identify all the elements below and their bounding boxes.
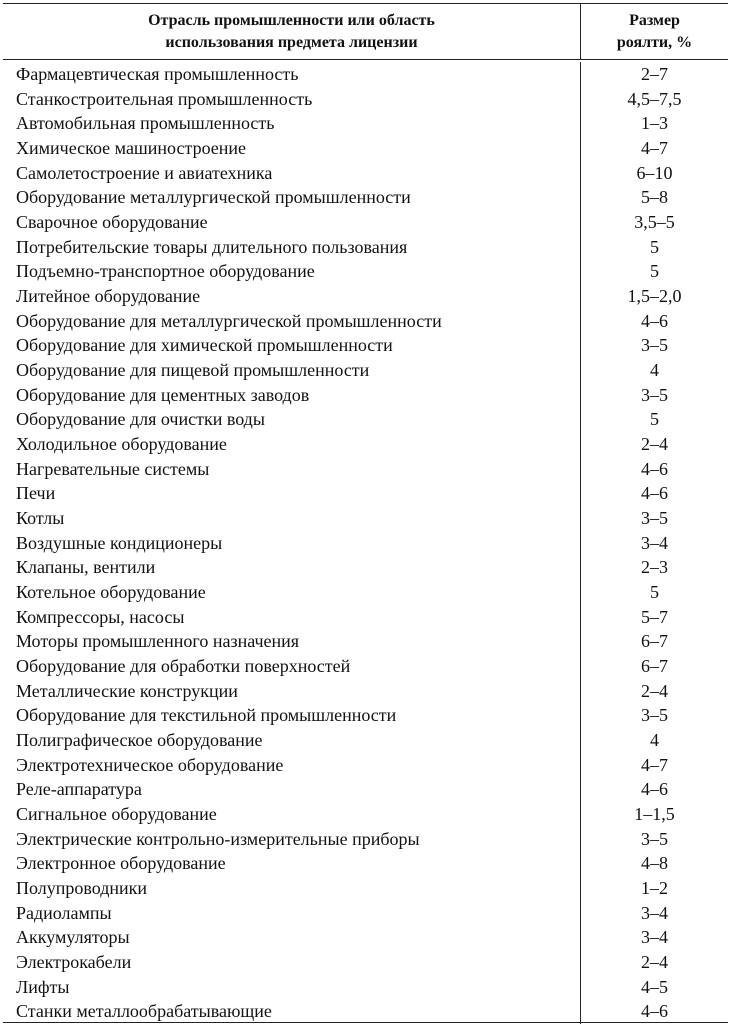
royalty-cell: 4–5: [641, 976, 668, 997]
royalty-cell: 3–5: [641, 705, 668, 726]
table-row: [3, 62, 728, 87]
industry-cell: Литейное оборудование: [3, 284, 581, 309]
table-row: [3, 629, 728, 654]
royalty-table: [3, 3, 728, 1023]
royalty-cell: 2–7: [641, 63, 668, 84]
industry-cell: Металлические конструкции: [3, 679, 581, 704]
table-row: [3, 309, 728, 334]
industry-cell: Электронное оборудование: [3, 852, 581, 877]
table-row: [3, 259, 728, 284]
royalty-cell: 1–1,5: [634, 803, 675, 824]
industry-cell: Станки металлообрабатывающие: [3, 1000, 581, 1025]
table-row: [3, 284, 728, 309]
industry-cell: Полиграфическое оборудование: [3, 728, 581, 753]
table-row: [3, 555, 728, 580]
royalty-cell: 4–6: [641, 483, 668, 504]
royalty-cell: 4: [650, 729, 659, 750]
industry-cell: Аккумуляторы: [3, 926, 581, 951]
table-row: [3, 531, 728, 556]
table-row: [3, 852, 728, 877]
table-row: [3, 605, 728, 630]
table-row: [3, 728, 728, 753]
table-row: [3, 1000, 728, 1025]
industry-cell: Котлы: [3, 506, 581, 531]
industry-cell: Станкостроительная промышленность: [3, 87, 581, 112]
industry-cell: Самолетостроение и авиатехника: [3, 161, 581, 186]
royalty-cell: 1,5–2,0: [627, 285, 682, 306]
table-row: [3, 87, 728, 112]
table-row: [3, 827, 728, 852]
table-row: [3, 358, 728, 383]
table-row: [3, 136, 728, 161]
industry-cell: Радиолампы: [3, 901, 581, 926]
header-royalty-line1: Размер: [629, 11, 680, 29]
table-row: [3, 161, 728, 186]
table-row: [3, 802, 728, 827]
header-industry: [3, 4, 581, 59]
table-row: [3, 876, 728, 901]
royalty-cell: 6–7: [641, 631, 668, 652]
royalty-cell: 2–4: [641, 680, 668, 701]
table-row: [3, 901, 728, 926]
industry-cell: Лифты: [3, 975, 581, 1000]
royalty-cell: 1–3: [641, 113, 668, 134]
royalty-cell: 3,5–5: [634, 211, 675, 232]
table-header: [3, 4, 728, 60]
royalty-cell: 4–6: [641, 779, 668, 800]
royalty-cell: 4,5–7,5: [627, 88, 682, 109]
royalty-cell: 4–7: [641, 137, 668, 158]
industry-cell: Оборудование металлургической промышленности: [3, 185, 581, 210]
industry-cell: Оборудование для химической промышленности: [3, 333, 581, 358]
royalty-cell: 2–3: [641, 557, 668, 578]
industry-cell: Полупроводники: [3, 876, 581, 901]
royalty-cell: 5: [650, 261, 659, 282]
royalty-cell: 4–6: [641, 458, 668, 479]
table-row: [3, 185, 728, 210]
industry-cell: Печи: [3, 481, 581, 506]
table-row: [3, 580, 728, 605]
royalty-cell: 4–6: [641, 1001, 668, 1022]
header-royalty-line2: роялти, %: [616, 33, 693, 51]
table-row: [3, 383, 728, 408]
royalty-cell: 3–4: [641, 902, 668, 923]
industry-cell: Электротехническое оборудование: [3, 753, 581, 778]
industry-cell: Подъемно-транспортное оборудование: [3, 259, 581, 284]
royalty-cell: 3–5: [641, 384, 668, 405]
table-row: [3, 926, 728, 951]
industry-cell: Оборудование для цементных заводов: [3, 383, 581, 408]
royalty-cell: 3–5: [641, 335, 668, 356]
table-row: [3, 210, 728, 235]
industry-cell: Сигнальное оборудование: [3, 802, 581, 827]
industry-cell: Оборудование для текстильной промышленности: [3, 703, 581, 728]
industry-cell: Сварочное оборудование: [3, 210, 581, 235]
table-row: [3, 679, 728, 704]
table-row: [3, 950, 728, 975]
industry-cell: Котельное оборудование: [3, 580, 581, 605]
royalty-cell: 5: [650, 409, 659, 430]
industry-cell: Моторы промышленного назначения: [3, 629, 581, 654]
royalty-cell: 3–4: [641, 927, 668, 948]
table-row: [3, 481, 728, 506]
table-row: [3, 753, 728, 778]
table-row: [3, 777, 728, 802]
header-industry-line1: Отрасль промышленности или область: [148, 11, 435, 29]
table-row: [3, 506, 728, 531]
royalty-cell: 6–10: [636, 162, 673, 183]
industry-cell: Фармацевтическая промышленность: [3, 62, 581, 87]
industry-cell: Автомобильная промышленность: [3, 111, 581, 136]
table-row: [3, 975, 728, 1000]
royalty-cell: 4–8: [641, 853, 668, 874]
table-row: [3, 333, 728, 358]
royalty-cell: 2–4: [641, 433, 668, 454]
industry-cell: Холодильное оборудование: [3, 432, 581, 457]
table-row: [3, 407, 728, 432]
table-row: [3, 457, 728, 482]
table-row: [3, 654, 728, 679]
industry-cell: Химическое машиностроение: [3, 136, 581, 161]
royalty-cell: 4–7: [641, 754, 668, 775]
industry-cell: Электрокабели: [3, 950, 581, 975]
header-industry-line2: использования предмета лицензии: [165, 33, 418, 51]
royalty-cell: 3–4: [641, 532, 668, 553]
table-row: [3, 235, 728, 260]
royalty-cell: 1–2: [641, 878, 668, 898]
industry-cell: Компрессоры, насосы: [3, 605, 581, 630]
royalty-cell: 4: [650, 359, 659, 380]
industry-cell: Реле-аппаратура: [3, 777, 581, 802]
table-row: [3, 111, 728, 136]
royalty-cell: 3–5: [641, 507, 668, 528]
royalty-cell: 4–6: [641, 310, 668, 331]
industry-cell: Электрические контрольно-измерительные приборы: [3, 827, 581, 852]
industry-cell: Нагревательные системы: [3, 457, 581, 482]
table-row: [3, 703, 728, 728]
table-row: [3, 432, 728, 457]
royalty-cell: 5–8: [641, 187, 668, 208]
industry-cell: Оборудование для обработки поверхностей: [3, 654, 581, 679]
royalty-cell: 2–4: [641, 952, 668, 973]
table-body: [3, 60, 728, 1024]
royalty-cell: 3–5: [641, 828, 668, 849]
industry-cell: Оборудование для очистки воды: [3, 407, 581, 432]
royalty-cell: 5: [650, 236, 659, 257]
industry-cell: Потребительские товары длительного пользования: [3, 235, 581, 260]
royalty-cell: 5: [650, 581, 659, 602]
industry-cell: Воздушные кондиционеры: [3, 531, 581, 556]
royalty-cell: 6–7: [641, 655, 668, 676]
royalty-cell: 5–7: [641, 606, 668, 627]
header-royalty: [581, 4, 728, 59]
industry-cell: Клапаны, вентили: [3, 555, 581, 580]
industry-cell: Оборудование для пищевой промышленности: [3, 358, 581, 383]
industry-cell: Оборудование для металлургической промышленности: [3, 309, 581, 334]
